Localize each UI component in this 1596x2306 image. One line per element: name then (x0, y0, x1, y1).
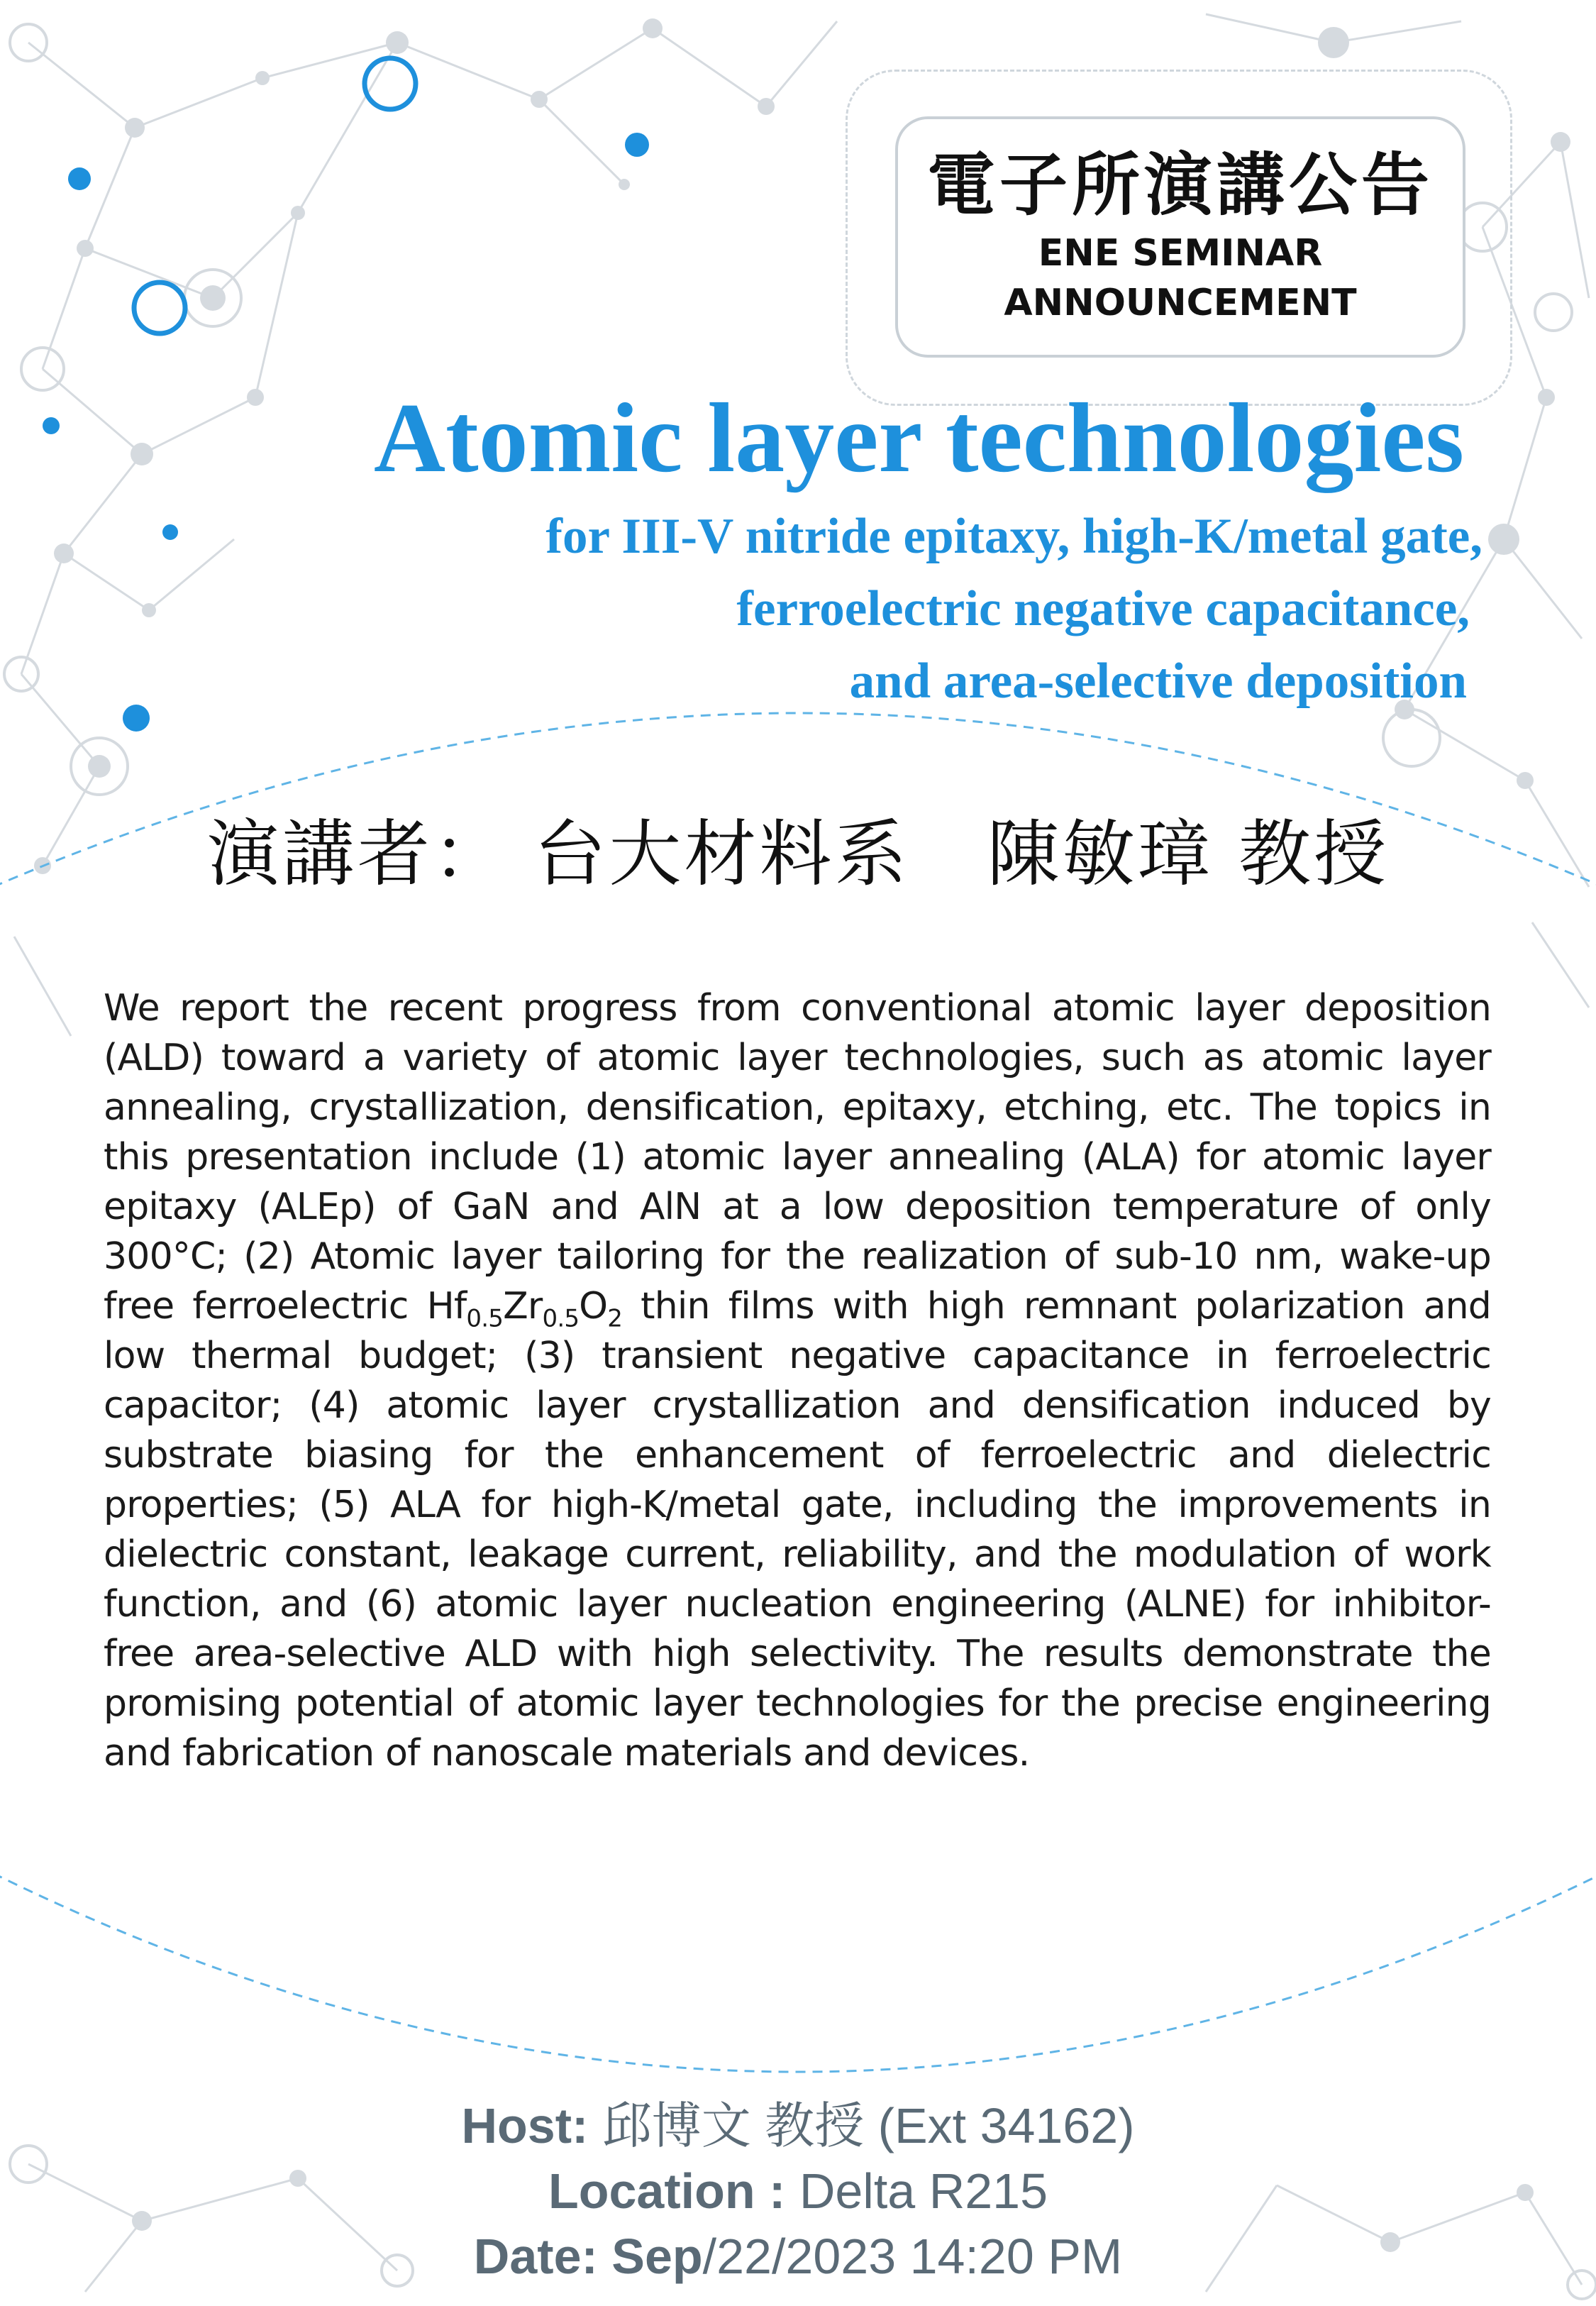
announcement-title-en (898, 228, 1463, 328)
event-details (0, 2093, 1596, 2289)
date-line (0, 2224, 1596, 2289)
abstract-part-2: thin films with high remnant polarization and low thermal budget; (3) transient negative capacitance in ferroelectric capacitor; (4) atomic layer crystallization and densification induced by substrate biasing for the enhancement of ferroelectric and dielectric properties; (5) ALA for high-K/metal gate, including the improvements in dielectric constant, leakage current, reliability, and the modulation of work function, and (6) atomic layer nucleation engineering (ALNE) for inhibitor-free area-selective ALD with high selectivity. The results demonstrate the promising potential of atomic layer technologies for the precise engineering and fabrication of nanoscale materials and devices. (104, 1285, 1492, 1775)
announcement-title-zh: 電子所演講公告 (927, 145, 1434, 225)
formula-hf-subscript: 0.5 (466, 1304, 504, 1333)
host-value: 邱博文 教授 (Ext 34162) (602, 2098, 1135, 2153)
announcement-line-2: ANNOUNCEMENT (1004, 282, 1357, 324)
speaker-label: 演講者： (206, 812, 508, 897)
formula-hf: Hf (426, 1285, 467, 1328)
talk-title: Atomic layer technologies (373, 383, 1464, 493)
announcement-line-1: ENE SEMINAR (1038, 232, 1323, 275)
speaker-affiliation: 台大材料系 (533, 812, 910, 897)
formula-zr: Zr (503, 1285, 543, 1328)
host-label: Host: (461, 2098, 589, 2153)
speaker-line (0, 805, 1596, 905)
abstract-part-1: We report the recent progress from conventional atomic layer deposition (ALD) toward a variety of atomic layer technologies, such as atomic layer annealing, crystallization, densification, epitaxy, etching, etc. The topics in this presentation include (1) atomic layer annealing (ALA) for atomic layer epitaxy (ALEp) of GaN and AlN at a low deposition temperature of only 300°C; (2) Atomic layer tailoring for the realization of sub-10 nm, wake-up free ferroelectric (104, 987, 1491, 1328)
host-line (0, 2093, 1596, 2158)
date-value: /22/2023 14:20 PM (702, 2229, 1123, 2284)
date-label: Date: Sep (473, 2229, 703, 2284)
formula-o: O (579, 1285, 608, 1328)
subtitle-line-1: for III-V nitride epitaxy, high-K/metal gate, (545, 509, 1483, 564)
location-line (0, 2158, 1596, 2224)
location-label: Location : (548, 2163, 786, 2219)
talk-subtitle (545, 500, 1483, 717)
abstract-text (104, 983, 1491, 1778)
speaker-name: 陳敏璋 教授 (987, 812, 1390, 897)
location-value: Delta R215 (799, 2163, 1048, 2219)
formula-o-subscript: 2 (607, 1304, 623, 1333)
subtitle-line-3: and area-selective deposition (849, 653, 1467, 709)
subtitle-line-2: ferroelectric negative capacitance, (736, 581, 1470, 636)
announcement-box (895, 116, 1465, 358)
formula-zr-subscript: 0.5 (542, 1304, 580, 1333)
